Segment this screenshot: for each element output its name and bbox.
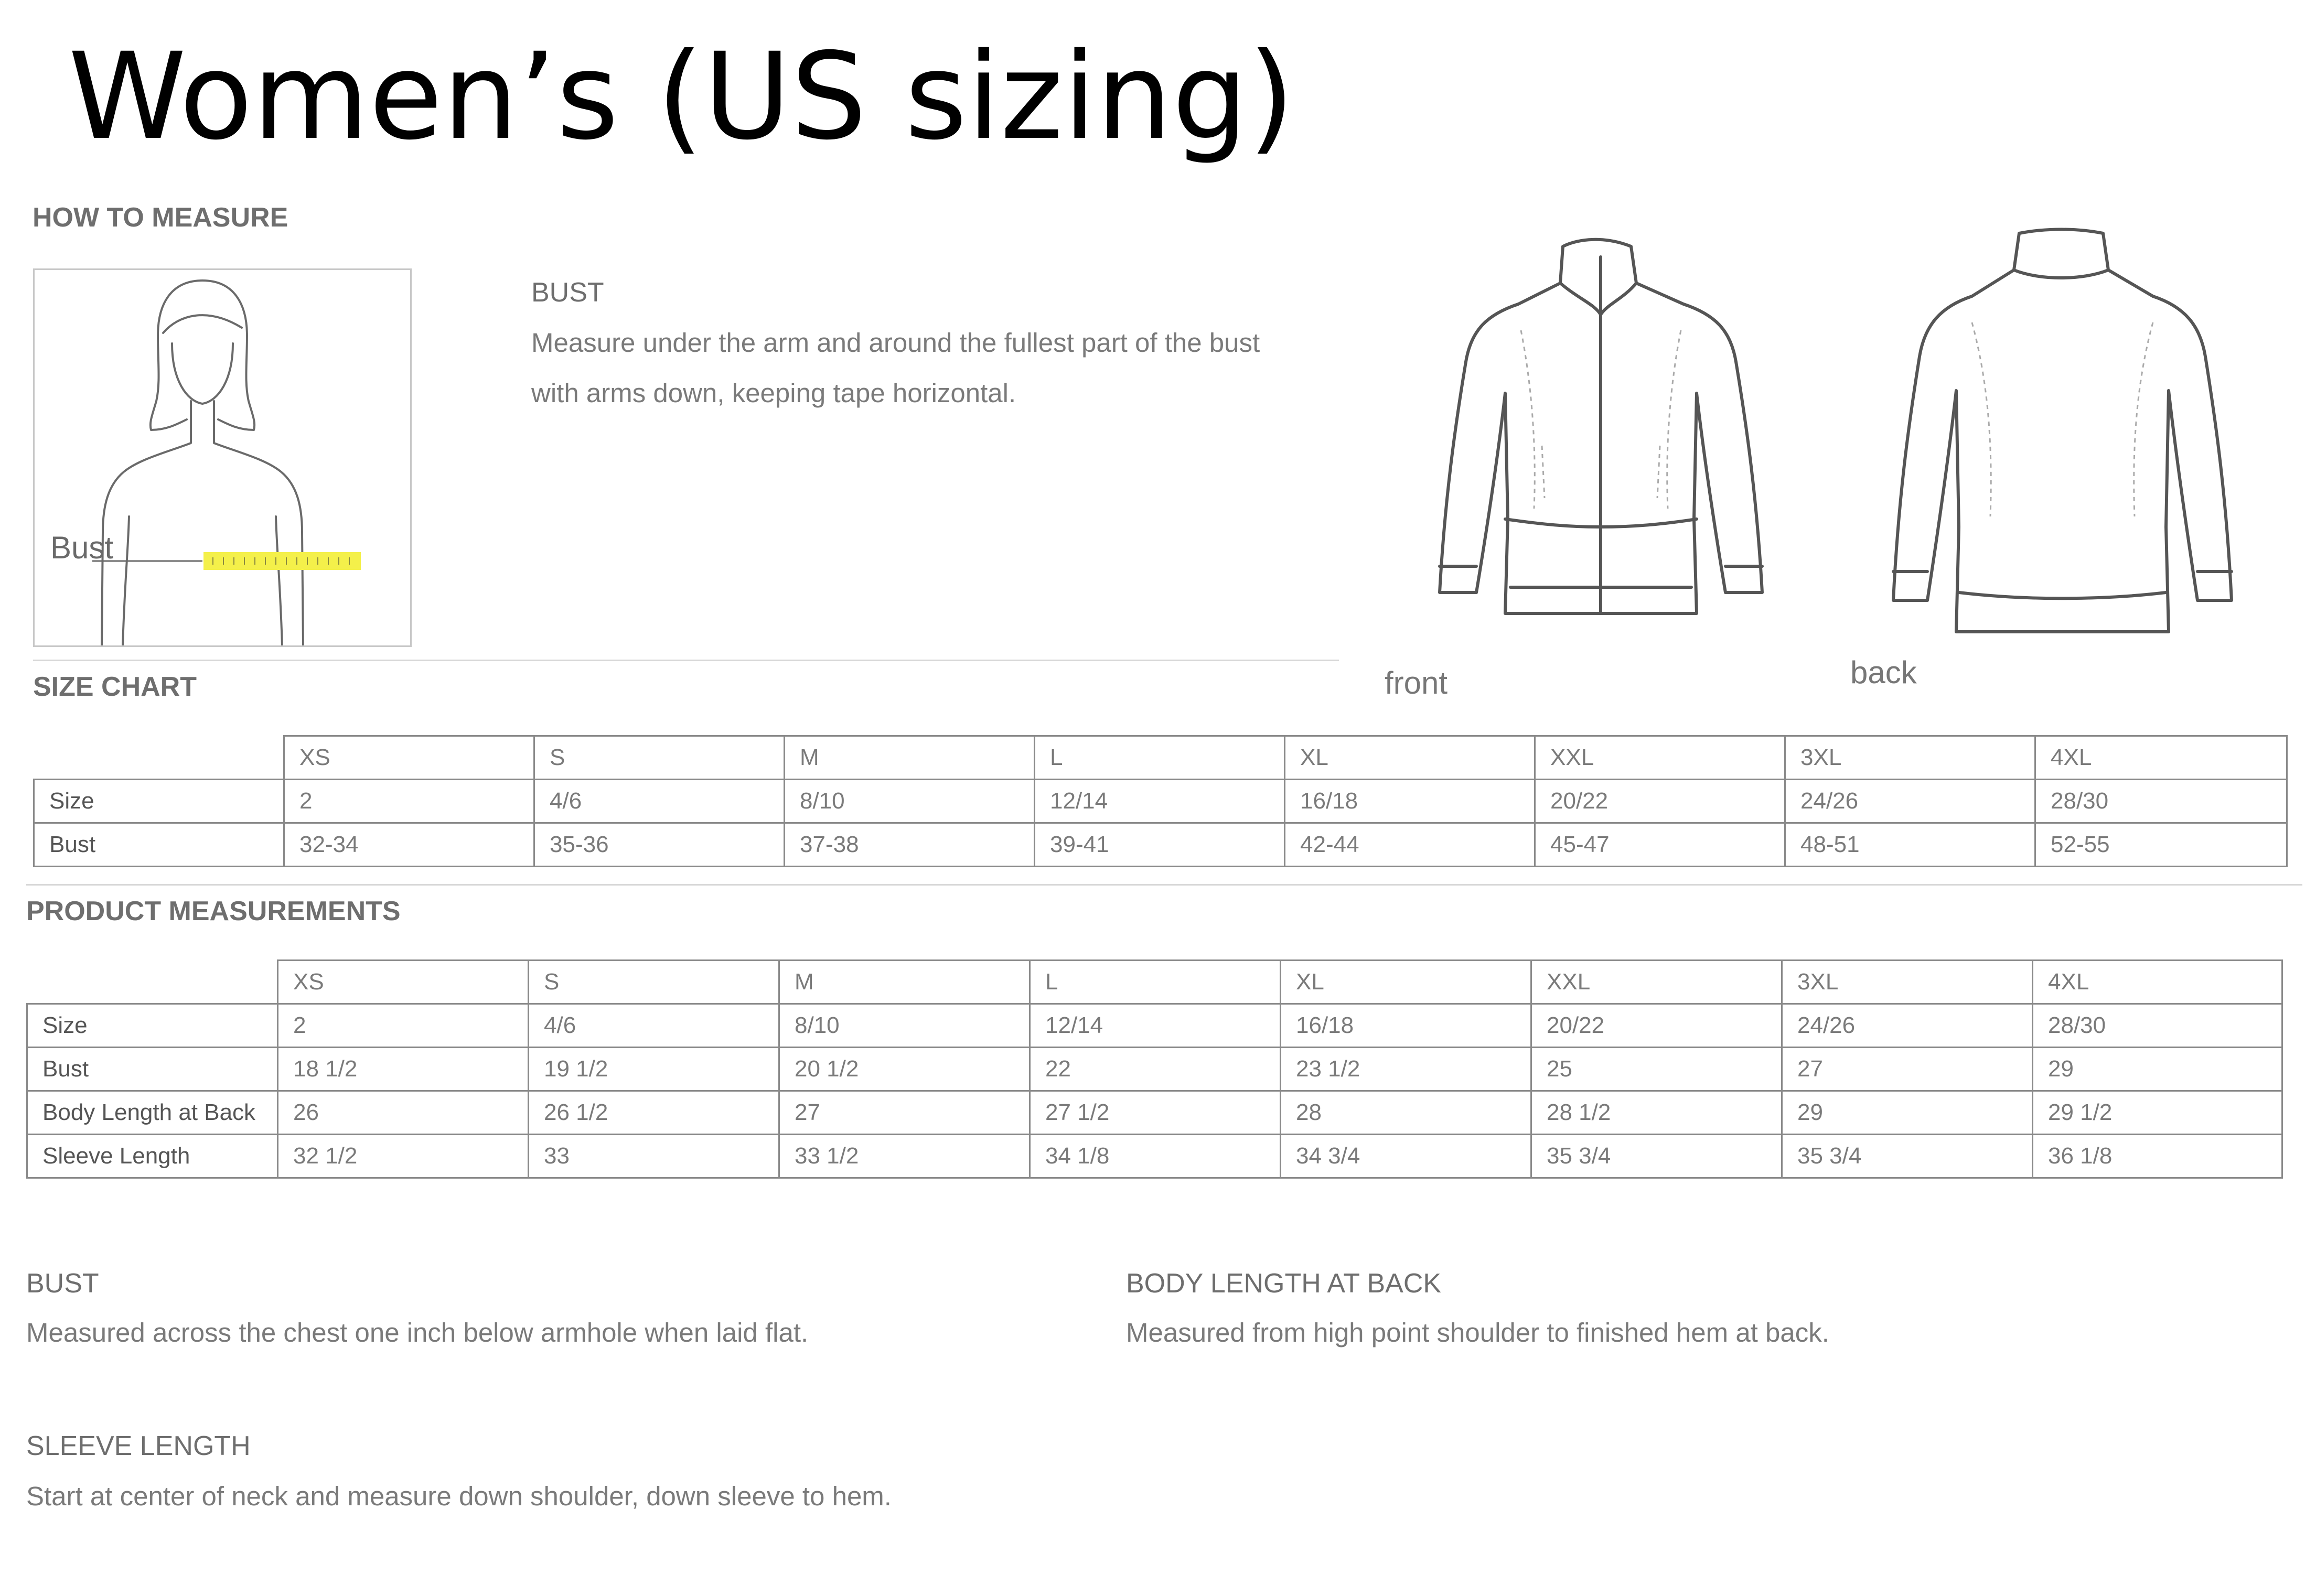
header-cell: 4XL <box>2035 736 2287 780</box>
section-divider <box>33 660 1339 661</box>
header-cell: L <box>1035 736 1285 780</box>
size-chart-header-row <box>34 736 2287 780</box>
table-cell: 35-36 <box>534 823 785 867</box>
row-label: Body Length at Back <box>27 1091 278 1135</box>
table-cell: 35 3/4 <box>1782 1135 2033 1178</box>
table-cell: 16/18 <box>1285 780 1535 823</box>
table-cell: 27 1/2 <box>1030 1091 1281 1135</box>
header-cell: 4XL <box>2033 961 2282 1004</box>
page-title: Women’s (US sizing) <box>68 27 1295 166</box>
section-divider <box>26 884 2302 886</box>
table-cell: 18 1/2 <box>278 1048 529 1091</box>
table-cell: 19 1/2 <box>529 1048 779 1091</box>
table-cell: 27 <box>779 1091 1030 1135</box>
table-cell: 28 1/2 <box>1531 1091 1782 1135</box>
row-label: Size <box>34 780 284 823</box>
table-cell: 16/18 <box>1281 1004 1531 1048</box>
bust-measure-text-line-2: with arms down, keeping tape horizontal. <box>531 378 1016 408</box>
table-cell: 26 1/2 <box>529 1091 779 1135</box>
table-cell: 20 1/2 <box>779 1048 1030 1091</box>
how-to-measure-heading: HOW TO MEASURE <box>33 202 288 233</box>
jacket-back-caption: back <box>1850 655 1917 690</box>
woman-outline-illustration <box>35 270 410 645</box>
table-cell: 2 <box>284 780 534 823</box>
table-cell: 42-44 <box>1285 823 1535 867</box>
note-body-length-heading: BODY LENGTH AT BACK <box>1126 1268 1442 1299</box>
note-body-length-text: Measured from high point shoulder to finished hem at back. <box>1126 1318 1829 1347</box>
header-cell: 3XL <box>1785 736 2035 780</box>
size-chart-heading: SIZE CHART <box>33 672 197 702</box>
table-cell: 32 1/2 <box>278 1135 529 1178</box>
table-cell: 4/6 <box>529 1004 779 1048</box>
header-cell: S <box>534 736 785 780</box>
size-chart-table <box>33 735 2288 867</box>
table-row <box>27 1091 2282 1135</box>
header-cell: XXL <box>1531 961 1782 1004</box>
header-cell: M <box>785 736 1035 780</box>
bust-measure-heading: BUST <box>531 277 604 308</box>
table-cell: 28 <box>1281 1091 1531 1135</box>
header-cell-blank <box>27 961 278 1004</box>
table-cell: 2 <box>278 1004 529 1048</box>
table-cell: 45-47 <box>1535 823 1785 867</box>
header-cell: M <box>779 961 1030 1004</box>
table-cell: 34 1/8 <box>1030 1135 1281 1178</box>
product-measurements-heading: PRODUCT MEASUREMENTS <box>26 896 401 926</box>
header-cell: 3XL <box>1782 961 2033 1004</box>
table-cell: 35 3/4 <box>1531 1135 1782 1178</box>
header-cell: L <box>1030 961 1281 1004</box>
product-measurements-header-row <box>27 961 2282 1004</box>
header-cell: XS <box>284 736 534 780</box>
table-cell: 29 1/2 <box>2033 1091 2282 1135</box>
table-cell: 52-55 <box>2035 823 2287 867</box>
jacket-back-illustration <box>1867 223 2255 634</box>
table-cell: 25 <box>1531 1048 1782 1091</box>
bust-measure-text-line-1: Measure under the arm and around the fullest part of the bust <box>531 328 1260 358</box>
table-cell: 28/30 <box>2035 780 2287 823</box>
header-cell: XS <box>278 961 529 1004</box>
table-row <box>27 1004 2282 1048</box>
table-cell: 8/10 <box>779 1004 1030 1048</box>
bust-figure-label: Bust <box>50 530 114 565</box>
table-row <box>34 823 2287 867</box>
table-cell: 48-51 <box>1785 823 2035 867</box>
table-cell: 27 <box>1782 1048 2033 1091</box>
table-cell: 20/22 <box>1535 780 1785 823</box>
header-cell-blank <box>34 736 284 780</box>
table-cell: 39-41 <box>1035 823 1285 867</box>
jacket-front-caption: front <box>1385 665 1448 700</box>
note-bust-heading: BUST <box>26 1268 99 1299</box>
product-measurements-table <box>26 959 2283 1179</box>
table-cell: 20/22 <box>1531 1004 1782 1048</box>
row-label: Bust <box>34 823 284 867</box>
table-cell: 33 1/2 <box>779 1135 1030 1178</box>
row-label: Size <box>27 1004 278 1048</box>
row-label: Bust <box>27 1048 278 1091</box>
table-cell: 23 1/2 <box>1281 1048 1531 1091</box>
table-cell: 22 <box>1030 1048 1281 1091</box>
jacket-front-illustration <box>1411 225 1799 634</box>
table-cell: 8/10 <box>785 780 1035 823</box>
table-cell: 24/26 <box>1785 780 2035 823</box>
table-cell: 36 1/8 <box>2033 1135 2282 1178</box>
table-cell: 28/30 <box>2033 1004 2282 1048</box>
header-cell: XL <box>1285 736 1535 780</box>
note-sleeve-length-text: Start at center of neck and measure down shoulder, down sleeve to hem. <box>26 1481 892 1511</box>
bust-measure-figure <box>33 268 412 647</box>
bust-tape <box>203 552 361 570</box>
table-cell: 4/6 <box>534 780 785 823</box>
table-cell: 37-38 <box>785 823 1035 867</box>
table-cell: 24/26 <box>1782 1004 2033 1048</box>
table-cell: 33 <box>529 1135 779 1178</box>
header-cell: XXL <box>1535 736 1785 780</box>
note-bust-text: Measured across the chest one inch below armhole when laid flat. <box>26 1318 809 1347</box>
table-cell: 26 <box>278 1091 529 1135</box>
table-row <box>34 780 2287 823</box>
row-label: Sleeve Length <box>27 1135 278 1178</box>
table-cell: 12/14 <box>1030 1004 1281 1048</box>
table-cell: 34 3/4 <box>1281 1135 1531 1178</box>
header-cell: S <box>529 961 779 1004</box>
header-cell: XL <box>1281 961 1531 1004</box>
table-cell: 29 <box>2033 1048 2282 1091</box>
table-cell: 29 <box>1782 1091 2033 1135</box>
table-row <box>27 1135 2282 1178</box>
note-sleeve-length-heading: SLEEVE LENGTH <box>26 1431 251 1461</box>
table-cell: 12/14 <box>1035 780 1285 823</box>
table-cell: 32-34 <box>284 823 534 867</box>
table-row <box>27 1048 2282 1091</box>
